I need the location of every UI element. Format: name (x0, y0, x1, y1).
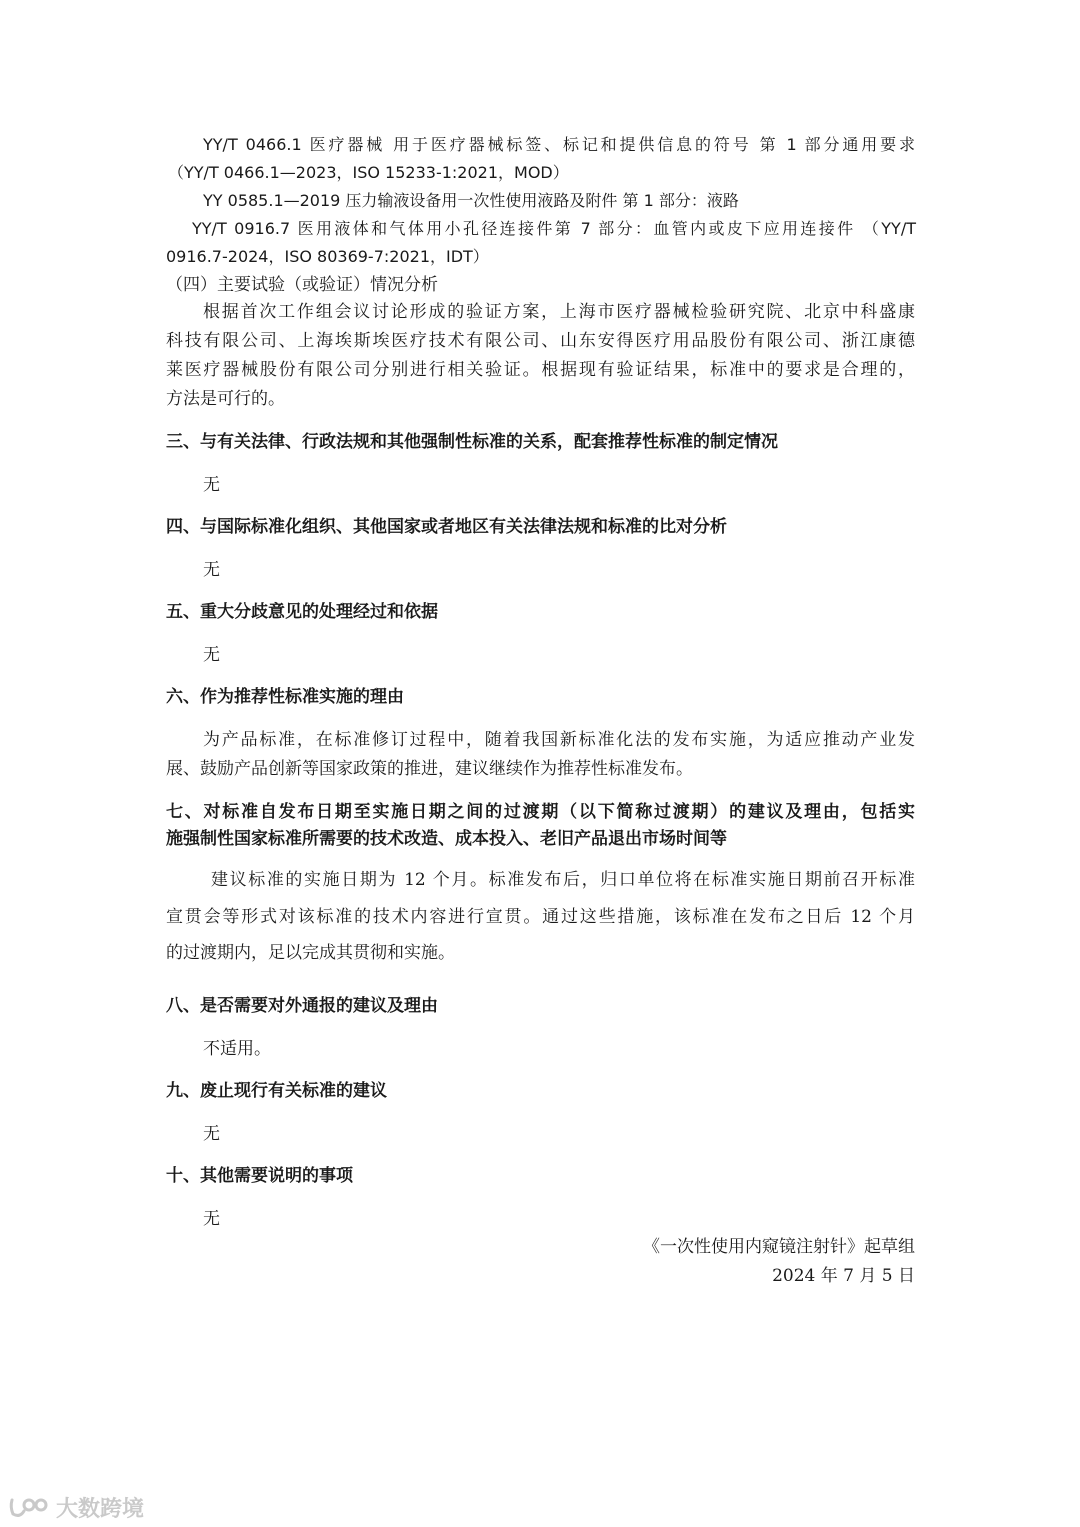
section-body: 无 (203, 1124, 220, 1144)
section-heading: 五、重大分歧意见的处理经过和依据 (166, 602, 438, 622)
section-heading: 施强制性国家标准所需要的技术改造、成本投入、老旧产品退出市场时间等 (166, 829, 727, 849)
watermark-text: 大数跨境 (56, 1496, 145, 1522)
section-body: 无 (203, 645, 220, 665)
section-heading: 十、其他需要说明的事项 (166, 1166, 353, 1186)
paragraph-line: 展、鼓励产品创新等国家政策的推进，建议继续作为推荐性标准发布。 (166, 759, 693, 779)
section-heading: 三、与有关法律、行政法规和其他强制性标准的关系，配套推荐性标准的制定情况 (166, 432, 778, 452)
signature-date: 2024 年 7 月 5 日 (772, 1266, 915, 1286)
section-body: 无 (203, 560, 220, 580)
watermark (8, 1490, 144, 1524)
reference-line: （YY/T 0466.1—2023，ISO 15233-1:2021，MOD） (168, 163, 569, 182)
drafting-group: 《一次性使用内窥镜注射针》起草组 (643, 1237, 915, 1257)
subsection-title: （四）主要试验（或验证）情况分析 (166, 275, 438, 295)
paragraph-line: 根据首次工作组会议讨论形成的验证方案，上海市医疗器械检验研究院、北京中科盛康 (203, 302, 915, 322)
logo-icon (8, 1494, 50, 1520)
paragraph-line: 宣贯会等形式对该标准的技术内容进行宣贯。通过这些措施，该标准在发布之日后 12 个月 (166, 907, 915, 927)
reference-line: YY 0585.1—2019 压力输液设备用一次性使用液路及附件 第 1 部分：液路 (203, 191, 739, 210)
reference-line: YY/T 0466.1 医疗器械 用于医疗器械标签、标记和提供信息的符号 第 1 部分通用要求 (203, 135, 915, 154)
paragraph-line: 方法是可行的。 (166, 389, 285, 409)
reference-line: YY/T 0916.7 医用液体和气体用小孔径连接件第 7 部分：血管内或皮下应用连接件 （YY/T (192, 219, 916, 238)
section-heading: 六、作为推荐性标准实施的理由 (166, 687, 404, 707)
section-heading: 七、对标准自发布日期至实施日期之间的过渡期（以下简称过渡期）的建议及理由，包括实 (166, 802, 915, 822)
section-body: 无 (203, 475, 220, 495)
paragraph-line: 为产品标准，在标准修订过程中，随着我国新标准化法的发布实施，为适应推动产业发 (203, 730, 915, 750)
paragraph-line: 的过渡期内，足以完成其贯彻和实施。 (166, 943, 455, 963)
section-heading: 四、与国际标准化组织、其他国家或者地区有关法律法规和标准的比对分析 (166, 517, 727, 537)
paragraph-line: 建议标准的实施日期为 12 个月。标准发布后，归口单位将在标准实施日期前召开标准 (211, 870, 915, 890)
section-body: 不适用。 (203, 1039, 271, 1059)
reference-line: 0916.7-2024，ISO 80369-7:2021，IDT） (166, 247, 489, 266)
section-body: 无 (203, 1209, 220, 1229)
paragraph-line: 科技有限公司、上海埃斯埃医疗技术有限公司、山东安得医疗用品股份有限公司、浙江康德 (166, 331, 915, 351)
section-heading: 九、废止现行有关标准的建议 (166, 1081, 387, 1101)
section-heading: 八、是否需要对外通报的建议及理由 (166, 996, 438, 1016)
paragraph-line: 莱医疗器械股份有限公司分别进行相关验证。根据现有验证结果，标准中的要求是合理的， (166, 360, 915, 380)
